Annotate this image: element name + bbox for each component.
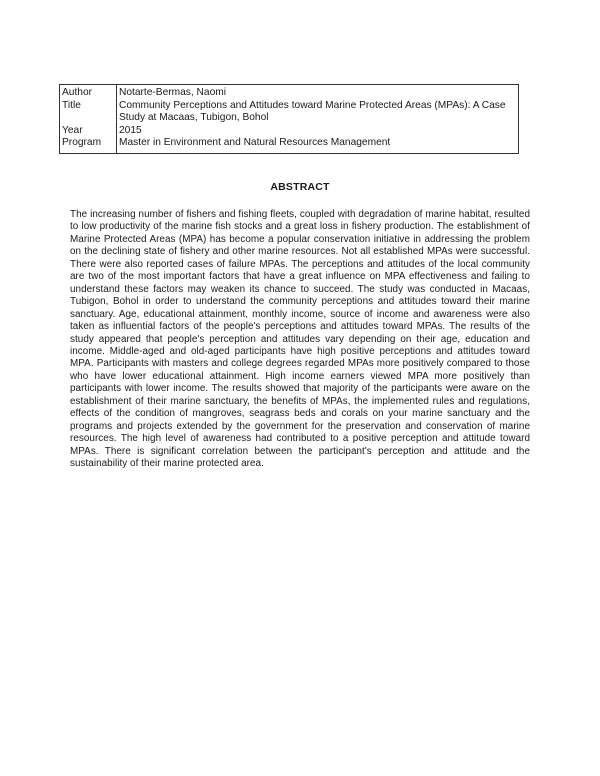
program-value: Master in Environment and Natural Resources Management (119, 137, 391, 149)
title-value: Community Perceptions and Attitudes toward Marine Protected Areas (MPAs): A Case Study at Macaas, Tubigon, Bohol (119, 99, 506, 124)
thesis-metadata-table (59, 84, 519, 154)
year-value: 2015 (119, 124, 142, 136)
metadata-values-cell (117, 85, 519, 154)
abstract-heading: ABSTRACT (270, 181, 330, 193)
abstract-body: The increasing number of fishers and fishing fleets, coupled with degradation of marine habitat, resulted to low productivity of the marine fish stocks and a great loss in fishery production. The establishment of Marine Protected Areas (MPA) has become a popular conservation initiative in addressing the problem on the declining state of fishery and other marine resources. Not all established MPAs were successful. There were also reported cases of failure MPAs. The perceptions and attitudes of the local community are two of the most important factors that have a great influence on MPA effectiveness and failing to understand these factors may weaken its chance to succeed. The study was conducted in Macaas, Tubigon, Bohol in order to understand the community perceptions and attitudes toward their marine sanctuary. Age, educational attainment, monthly income, source of income and awareness were also taken as influential factors of the people's perceptions and attitudes toward MPAs. The results of the study appeared that people's perception and attitudes vary depending on their age, education and income. Middle-aged and old-aged participants have high positive perceptions and attitudes toward MPA. Participants with masters and college degrees regarded MPAs more positively compared to those who have lower educational attainment. High income earners viewed MPA more positively than participants with lower income. The results showed that majority of the participants were aware on the establishment of their marine sanctuary, the benefits of MPAs, the implemented rules and regulations, effects of the condition of mangroves, seagrass beds and corals on your marine sanctuary and the programs and projects extended by the government for the preservation and conservation of marine resources. The high level of awareness had contributed to a positive perception and attitude toward MPAs. There is significant correlation between the participant's perception and attitude and the sustainability of their marine protected area. (70, 209, 530, 470)
author-value: Notarte-Bermas, Naomi (119, 87, 226, 98)
year-label: Year (62, 124, 83, 136)
metadata-labels-cell (60, 85, 117, 154)
metadata-row (60, 85, 519, 154)
title-label: Title (62, 99, 81, 111)
author-label: Author (62, 87, 93, 98)
program-label: Program (62, 137, 102, 149)
